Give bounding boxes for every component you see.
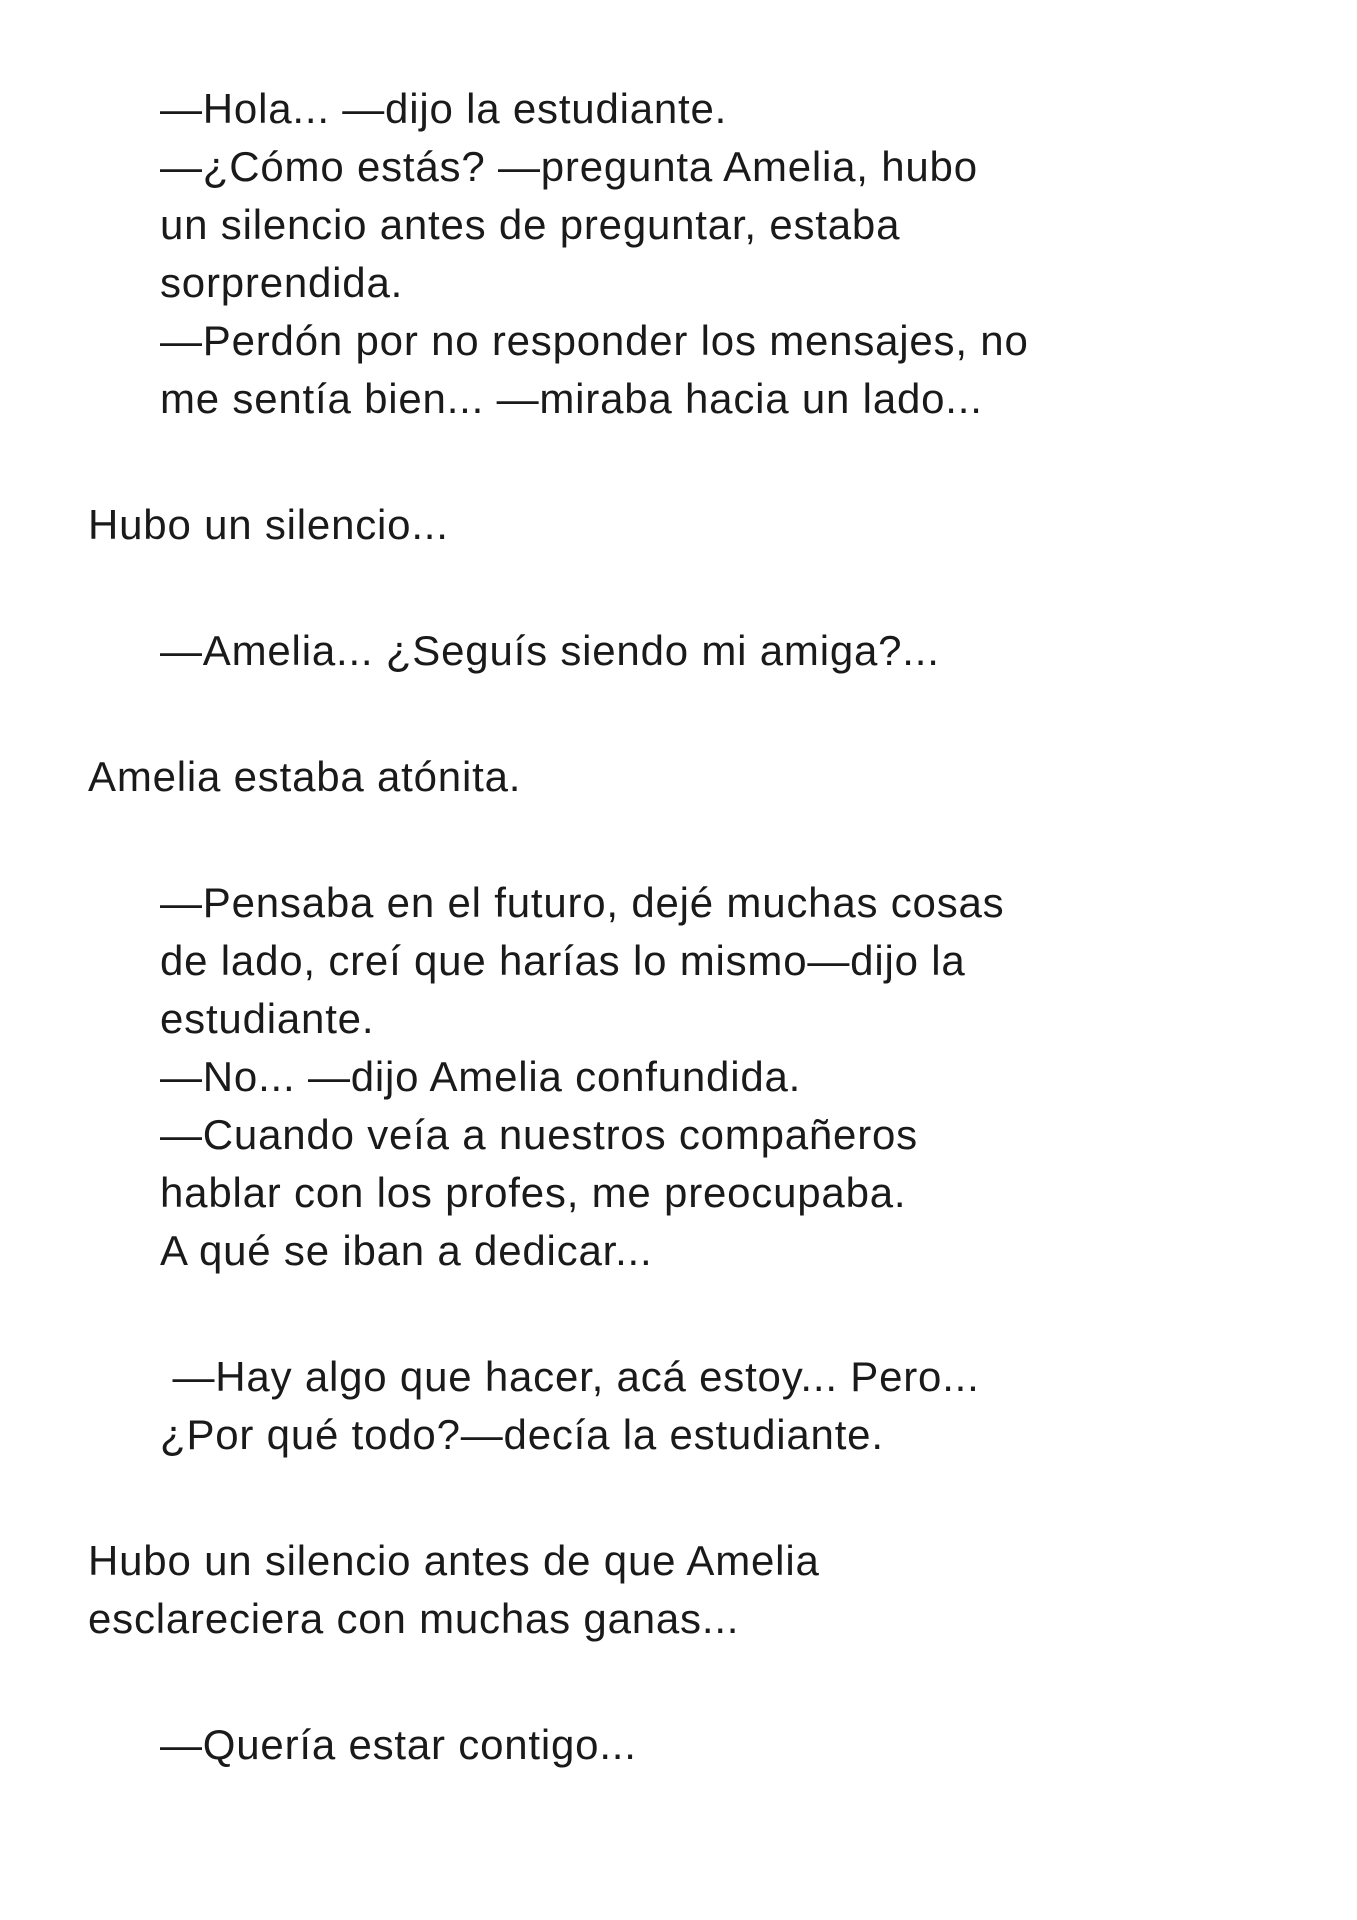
text-line: esclareciera con muchas ganas... bbox=[88, 1595, 740, 1642]
text-line: —Pensaba en el futuro, dejé muchas cosas bbox=[160, 879, 1005, 926]
text-line: Hubo un silencio... bbox=[88, 501, 449, 548]
text-line: Hubo un silencio antes de que Amelia bbox=[88, 1537, 820, 1584]
text-line: —¿Cómo estás? —pregunta Amelia, hubo bbox=[160, 143, 978, 190]
paragraph-narration bbox=[88, 1532, 1317, 1648]
paragraph-dialogue bbox=[160, 1716, 1317, 1774]
text-line: —Hay algo que hacer, acá estoy... Pero... bbox=[160, 1353, 980, 1400]
text-line: estudiante. bbox=[160, 995, 375, 1042]
paragraph-narration bbox=[88, 748, 1317, 806]
paragraph-dialogue bbox=[160, 874, 1317, 1280]
text-line: de lado, creí que harías lo mismo—dijo la bbox=[160, 937, 966, 984]
story-text bbox=[88, 80, 1317, 1774]
paragraph-dialogue bbox=[160, 80, 1317, 428]
text-line: —Cuando veía a nuestros compañeros bbox=[160, 1111, 918, 1158]
text-line: hablar con los profes, me preocupaba. bbox=[160, 1169, 907, 1216]
text-line: —Hola... —dijo la estudiante. bbox=[160, 85, 728, 132]
paragraph-dialogue bbox=[160, 622, 1317, 680]
text-line: —Quería estar contigo... bbox=[160, 1721, 637, 1768]
text-line: ¿Por qué todo?—decía la estudiante. bbox=[160, 1411, 884, 1458]
text-line: Amelia estaba atónita. bbox=[88, 753, 522, 800]
paragraph-narration bbox=[88, 496, 1317, 554]
text-line: —No... —dijo Amelia confundida. bbox=[160, 1053, 802, 1100]
text-line: sorprendida. bbox=[160, 259, 404, 306]
paragraph-dialogue bbox=[160, 1348, 1317, 1464]
text-line: un silencio antes de preguntar, estaba bbox=[160, 201, 901, 248]
text-line: A qué se iban a dedicar... bbox=[160, 1227, 653, 1274]
text-line: —Amelia... ¿Seguís siendo mi amiga?... bbox=[160, 627, 940, 674]
text-line: —Perdón por no responder los mensajes, no bbox=[160, 317, 1029, 364]
text-line: me sentía bien... —miraba hacia un lado... bbox=[160, 375, 983, 422]
